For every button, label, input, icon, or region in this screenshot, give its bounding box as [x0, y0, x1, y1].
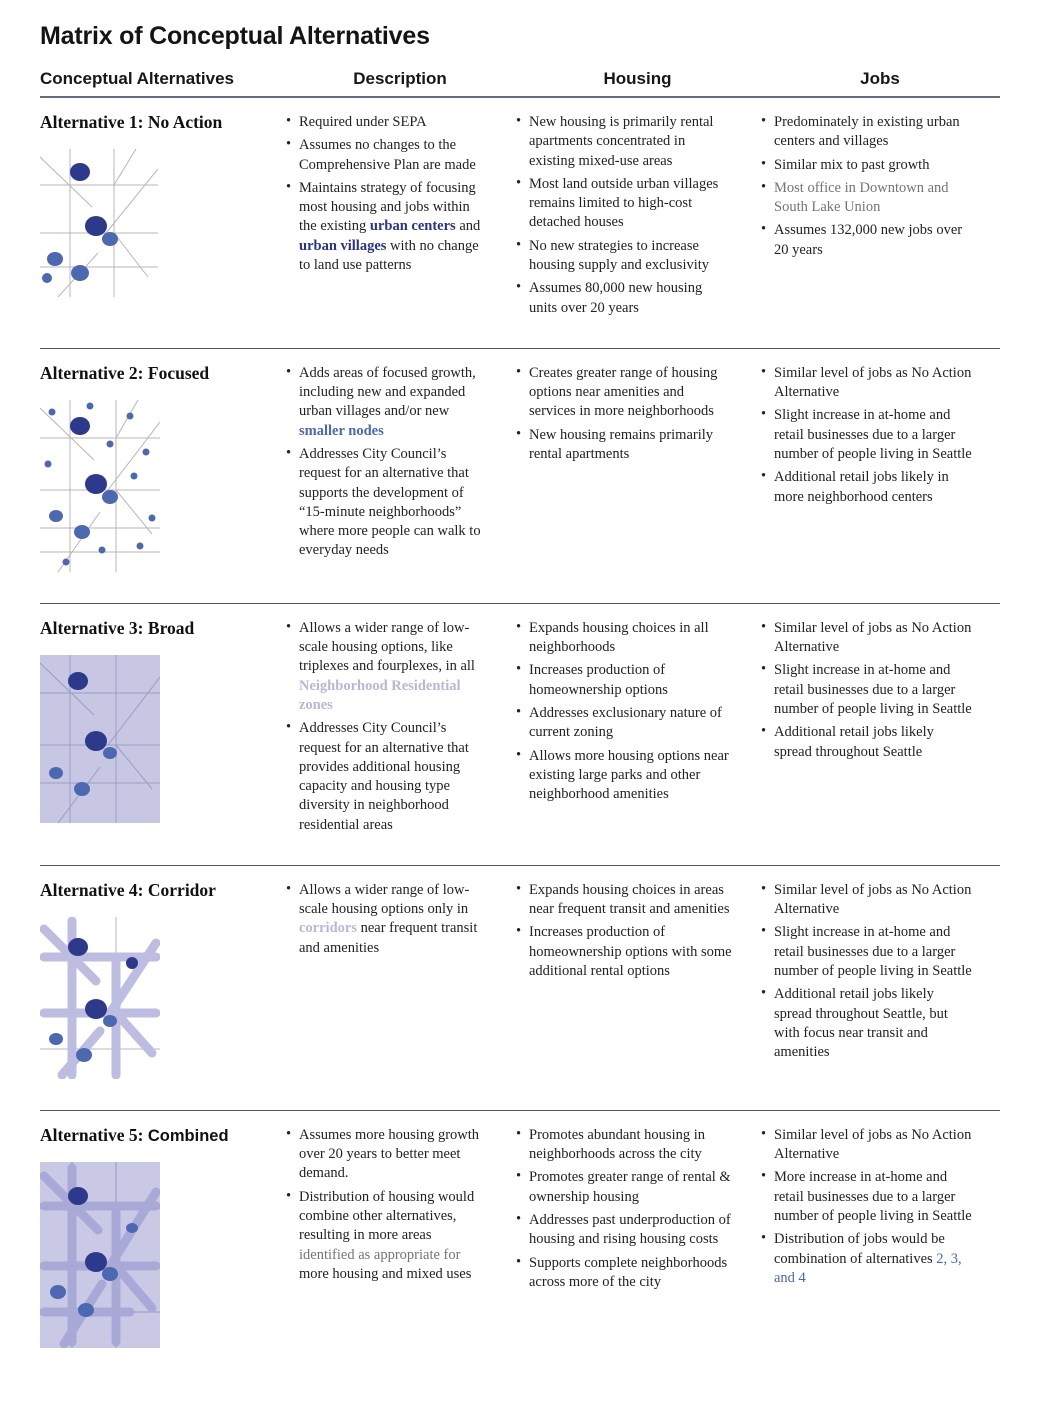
jobs-bullet: • Slight increase in at-home and retail businesses due to a larger number of people living in Seattle [760, 661, 972, 719]
jobs-list [760, 1126, 972, 1288]
table-header [40, 69, 1000, 98]
alternative-title [40, 618, 257, 639]
table-row-alternative-2 [40, 348, 1000, 603]
housing-list [515, 113, 732, 318]
alternative-title-name: Broad [147, 617, 195, 638]
jobs-list [760, 113, 972, 260]
description-bullet: • Assumes more housing growth over 20 years to better meet demand. [285, 1126, 487, 1184]
housing-cell [515, 878, 760, 1084]
alternative-title [40, 363, 257, 384]
description-cell [285, 616, 515, 839]
housing-bullet: • Increases production of homeownership options [515, 661, 732, 700]
housing-bullet: • Most land outside urban villages remains limited to high-cost detached houses [515, 175, 732, 233]
jobs-bullet: • Assumes 132,000 new jobs over 20 years [760, 221, 972, 260]
map-alternative-1-no-action [40, 149, 257, 302]
jobs-bullet: • Slight increase in at-home and retail businesses due to a larger number of people living in Seattle [760, 406, 972, 464]
jobs-bullet: • Similar level of jobs as No Action Alternative [760, 1126, 972, 1165]
alternative-title-prefix: Alternative 1: [40, 112, 148, 132]
description-bullet: • Adds areas of focused growth, including new and expanded urban villages and/or new smaller nodes [285, 364, 487, 441]
jobs-bullet: • Distribution of jobs would be combination of alternatives 2, 3, and 4 [760, 1230, 972, 1288]
alternative-title-prefix: Alternative 2: [40, 362, 148, 383]
table-row-alternative-3 [40, 603, 1000, 865]
description-bullet: • Maintains strategy of focusing most housing and jobs within the existing urban centers and urban villages with no change to land use patterns [285, 179, 487, 275]
alternative-cell [40, 878, 285, 1084]
alternative-cell [40, 1123, 285, 1353]
housing-bullet: • No new strategies to increase housing supply and exclusivity [515, 237, 732, 276]
housing-bullet: • Promotes greater range of rental & ownership housing [515, 1168, 732, 1207]
jobs-bullet: • Slight increase in at-home and retail businesses due to a larger number of people living in Seattle [760, 923, 972, 981]
housing-cell [515, 110, 760, 322]
description-cell [285, 1123, 515, 1353]
description-list [285, 113, 487, 275]
jobs-list [760, 619, 972, 762]
map-alternative-3-broad [40, 655, 257, 828]
jobs-cell [760, 878, 1000, 1084]
column-header-housing: Housing [603, 69, 672, 88]
jobs-bullet: • Predominately in existing urban centers and villages [760, 113, 972, 152]
map-alternative-5-combined [40, 1162, 160, 1348]
description-cell [285, 110, 515, 322]
jobs-list [760, 881, 972, 1063]
description-bullet: • Distribution of housing would combine other alternatives, resulting in more areas identified as appropriate for more housing and mixed uses [285, 1188, 487, 1284]
map-alternative-1-no-action [40, 149, 158, 297]
housing-cell [515, 616, 760, 839]
column-header-jobs: Jobs [860, 69, 900, 88]
map-alternative-2-focused [40, 400, 257, 577]
housing-bullet: • New housing is primarily rental apartments concentrated in existing mixed-use areas [515, 113, 732, 171]
column-header-description: Description [353, 69, 447, 88]
housing-bullet: • Addresses past underproduction of housing and rising housing costs [515, 1211, 732, 1250]
housing-cell [515, 1123, 760, 1353]
description-list [285, 364, 487, 561]
alternative-title-name: No Action [147, 112, 223, 132]
alternative-cell [40, 110, 285, 322]
map-alternative-3-broad [40, 655, 160, 823]
map-alternative-2-focused [40, 400, 160, 572]
description-cell [285, 878, 515, 1084]
alternative-title-prefix: Alternative 4: [40, 879, 148, 900]
description-list [285, 881, 487, 958]
alternative-title [40, 1125, 257, 1146]
housing-bullet: • Promotes abundant housing in neighborhoods across the city [515, 1126, 732, 1165]
housing-list [515, 364, 732, 464]
jobs-bullet: • Similar level of jobs as No Action Alternative [760, 619, 972, 658]
description-bullet: • Allows a wider range of low-scale housing options, like triplexes and fourplexes, in all Neighborhood Residential zones [285, 619, 487, 715]
description-bullet: • Required under SEPA [285, 113, 487, 132]
housing-bullet: • Creates greater range of housing options near amenities and services in more neighborhoods [515, 364, 732, 422]
description-list [285, 1126, 487, 1284]
description-bullet: • Addresses City Council’s request for an alternative that supports the development of “15-minute neighborhoods” where more people can walk to everyday needs [285, 445, 487, 561]
alternative-title-name: Focused [147, 362, 210, 383]
housing-list [515, 881, 732, 981]
alternative-cell [40, 361, 285, 577]
jobs-cell [760, 1123, 1000, 1353]
map-alternative-5-combined [40, 1162, 257, 1353]
jobs-cell [760, 361, 1000, 577]
housing-bullet: • Expands housing choices in areas near frequent transit and amenities [515, 881, 732, 920]
housing-bullet: • Addresses exclusionary nature of current zoning [515, 704, 732, 743]
table-row-alternative-4 [40, 865, 1000, 1110]
jobs-bullet: • Additional retail jobs likely spread throughout Seattle, but with focus near transit and amenities [760, 985, 972, 1062]
alternative-title-name: Combined [147, 1126, 229, 1145]
jobs-cell [760, 616, 1000, 839]
alternative-title-prefix: Alternative 3: [40, 617, 148, 638]
jobs-bullet: • Additional retail jobs likely spread throughout Seattle [760, 723, 972, 762]
description-cell [285, 361, 515, 577]
jobs-bullet: • Similar mix to past growth [760, 156, 972, 175]
description-list [285, 619, 487, 835]
map-alternative-4-corridor [40, 917, 257, 1084]
alternative-title [40, 112, 257, 133]
housing-list [515, 1126, 732, 1292]
table-row-alternative-1 [40, 98, 1000, 348]
column-header-conceptual-alternatives: Conceptual Alternatives [40, 69, 234, 88]
alternative-title-name: Corridor [147, 879, 216, 900]
housing-bullet: • Increases production of homeownership options with some additional rental options [515, 923, 732, 981]
jobs-bullet: • Similar level of jobs as No Action Alternative [760, 364, 972, 403]
description-bullet: • Assumes no changes to the Comprehensive Plan are made [285, 136, 487, 175]
jobs-bullet: • Most office in Downtown and South Lake Union [760, 179, 972, 218]
description-bullet: • Allows a wider range of low-scale housing options only in corridors near frequent transit and amenities [285, 881, 487, 958]
table-body [40, 98, 1000, 1379]
jobs-bullet: • Similar level of jobs as No Action Alternative [760, 881, 972, 920]
alternative-title-prefix: Alternative 5: [40, 1124, 148, 1145]
jobs-bullet: • More increase in at-home and retail businesses due to a larger number of people living in Seattle [760, 1168, 972, 1226]
housing-bullet: • Expands housing choices in all neighborhoods [515, 619, 732, 658]
housing-bullet: • New housing remains primarily rental apartments [515, 426, 732, 465]
map-alternative-4-corridor [40, 917, 160, 1079]
housing-list [515, 619, 732, 805]
alternative-cell [40, 616, 285, 839]
housing-bullet: • Allows more housing options near existing large parks and other neighborhood amenities [515, 747, 732, 805]
description-bullet: • Addresses City Council’s request for an alternative that provides additional housing capacity and housing type diversity in neighborhood residential areas [285, 719, 487, 835]
housing-cell [515, 361, 760, 577]
housing-bullet: • Assumes 80,000 new housing units over 20 years [515, 279, 732, 318]
table-row-alternative-5 [40, 1110, 1000, 1379]
jobs-list [760, 364, 972, 507]
jobs-bullet: • Additional retail jobs likely in more neighborhood centers [760, 468, 972, 507]
alternative-title [40, 880, 257, 901]
page-title: Matrix of Conceptual Alternatives [40, 22, 430, 50]
jobs-cell [760, 110, 1000, 322]
housing-bullet: • Supports complete neighborhoods across more of the city [515, 1254, 732, 1293]
